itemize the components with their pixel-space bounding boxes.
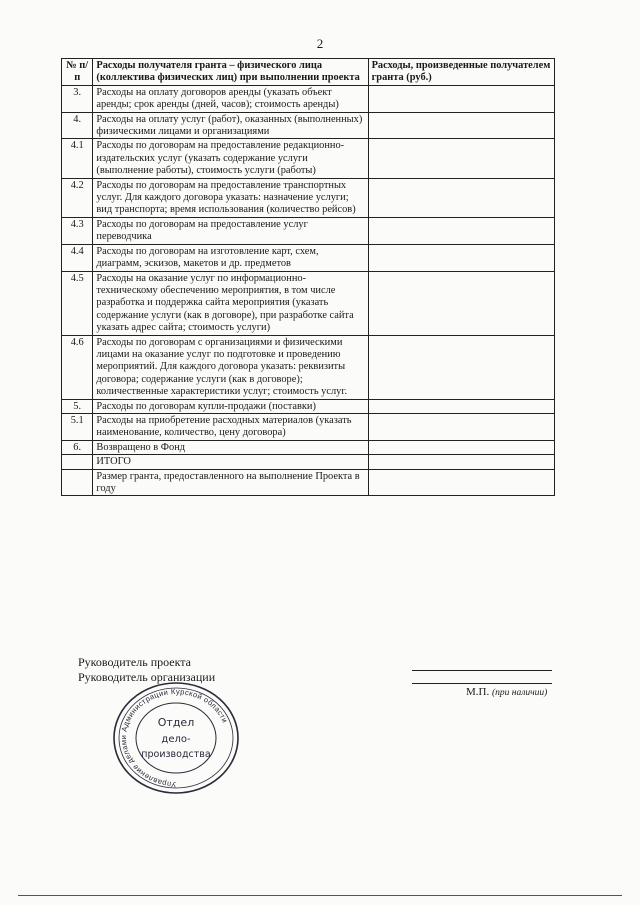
table-row	[62, 178, 555, 217]
header-amount: Расходы, произведенные получателем гранта (руб.)	[368, 59, 554, 86]
row-amount	[368, 217, 554, 244]
row-num: 5.1	[62, 413, 93, 440]
total-row	[62, 455, 555, 469]
project-head-label: Руководитель проекта	[78, 655, 191, 669]
header-num: № п/п	[62, 59, 93, 86]
grant-size-label: Размер гранта, предоставленного на выполнение Проекта в году	[93, 469, 368, 496]
row-amount	[368, 139, 554, 178]
row-amount	[368, 413, 554, 440]
table-row	[62, 217, 555, 244]
row-amount	[368, 399, 554, 413]
row-amount	[368, 85, 554, 112]
seal-mark	[466, 686, 547, 698]
row-description: Расходы по договорам на изготовление карт, схем, диаграмм, эскизов, макетов и др. предметов	[93, 244, 368, 271]
office-stamp-seal	[106, 680, 246, 800]
page-number: 2	[316, 36, 324, 51]
table-body	[62, 85, 555, 454]
stamp-ring-text: Управление делами Администрации Курской области	[119, 686, 230, 790]
total-label: ИТОГО	[93, 455, 368, 469]
page-bottom-edge	[18, 895, 622, 896]
row-description: Расходы по договорам на предоставление услуг переводчика	[93, 217, 368, 244]
row-num: 4.5	[62, 271, 93, 335]
row-num: 3.	[62, 85, 93, 112]
row-description: Расходы по договорам на предоставление редакционно-издательских услуг (указать содержание услуги (выполнение работы), стоимость услуги (работы)	[93, 139, 368, 178]
row-amount	[368, 335, 554, 399]
row-amount	[368, 271, 554, 335]
row-num: 4.1	[62, 139, 93, 178]
row-num: 4.6	[62, 335, 93, 399]
signature-line-org	[412, 683, 552, 684]
row-description: Расходы на оплату услуг (работ), оказанных (выполненных) физическими лицами и организациями	[93, 112, 368, 139]
total-num-cell	[62, 455, 93, 469]
row-description: Расходы по договорам на предоставление транспортных услуг. Для каждого договора указать: назначение услуги; вид транспорта; время использования (количество рейсов)	[93, 178, 368, 217]
grant-expenses-table	[61, 58, 555, 496]
table-row	[62, 85, 555, 112]
seal-note: (при наличии)	[491, 688, 548, 698]
org-head-label: Руководитель организации	[78, 670, 216, 684]
total-amount-cell	[368, 455, 554, 469]
row-amount	[368, 178, 554, 217]
table-row	[62, 335, 555, 399]
grant-size-row	[62, 469, 555, 496]
row-amount	[368, 244, 554, 271]
table-row	[62, 271, 555, 335]
table-row	[62, 413, 555, 440]
row-num: 4.2	[62, 178, 93, 217]
row-num: 4.4	[62, 244, 93, 271]
stamp-center-line2: дело-	[161, 734, 191, 745]
table-row	[62, 244, 555, 271]
row-num: 5.	[62, 399, 93, 413]
row-description: Расходы на приобретение расходных материалов (указать наименование, количество, цену договора)	[93, 413, 368, 440]
table-row	[62, 440, 555, 454]
row-description: Расходы по договорам с организациями и физическими лицами на оказание услуг по подготовке и проведению мероприятий. Для каждого договора указать: реквизиты договора; содержание услуги (как в договоре); количественные характеристики услуг; стоимость услуг.	[93, 335, 368, 399]
stamp-center-line3: производства	[141, 749, 211, 760]
signature-line-project	[412, 670, 552, 671]
table-row	[62, 112, 555, 139]
row-description: Расходы на оплату договоров аренды (указать объект аренды; срок аренды (дней, часов); стоимость аренды)	[93, 85, 368, 112]
grant-size-amount-cell	[368, 469, 554, 496]
row-num: 6.	[62, 440, 93, 454]
row-description: Расходы на оказание услуг по информационно-техническому обеспечению мероприятия, в том числе разработка и поддержка сайта мероприятия (указать содержание услуги (как в договоре), при разработке сайта указать адрес сайта; стоимость услуги)	[93, 271, 368, 335]
stamp-center-line1: Отдел	[157, 716, 195, 729]
table-row	[62, 399, 555, 413]
table-row	[62, 139, 555, 178]
row-amount	[368, 112, 554, 139]
table-header-row	[62, 59, 555, 86]
row-description: Расходы по договорам купли-продажи (поставки)	[93, 399, 368, 413]
header-description: Расходы получателя гранта – физического лица (коллектива физических лиц) при выполнении проекта	[93, 59, 368, 86]
grant-size-num-cell	[62, 469, 93, 496]
row-amount	[368, 440, 554, 454]
seal-label: М.П.	[466, 686, 490, 698]
row-num: 4.	[62, 112, 93, 139]
row-num: 4.3	[62, 217, 93, 244]
row-description: Возвращено в Фонд	[93, 440, 368, 454]
